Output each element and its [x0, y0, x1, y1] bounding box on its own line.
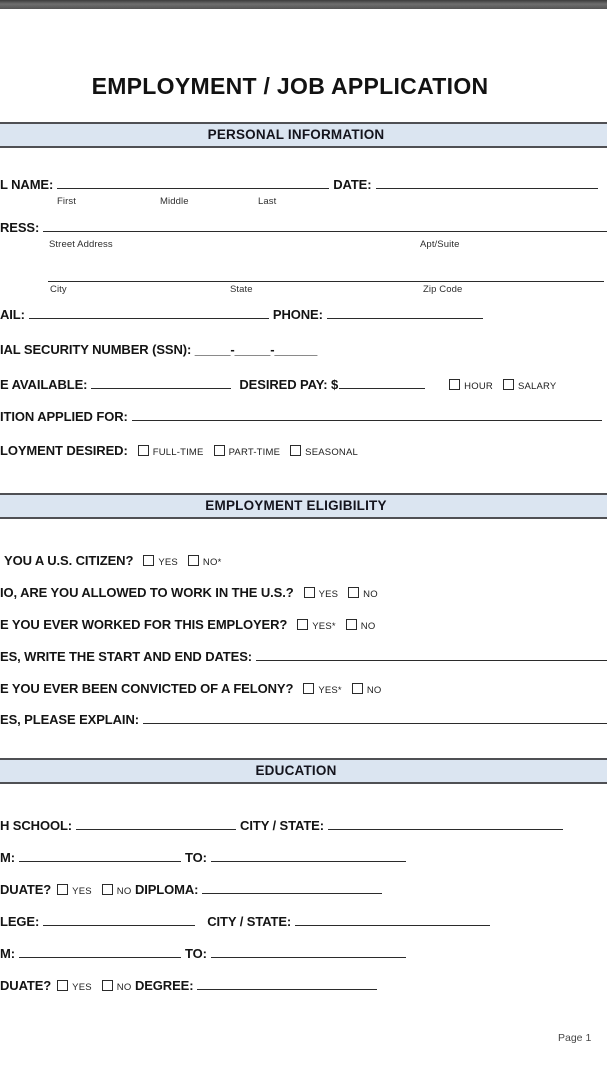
sublabel-last: Last [258, 196, 277, 207]
checkbox-hs-grad-no-label: NO [116, 886, 132, 897]
checkbox-seasonal[interactable] [290, 445, 301, 456]
hs-city-state-label: CITY / STATE: [240, 818, 324, 833]
please-explain-label: ES, PLEASE EXPLAIN: [0, 712, 139, 727]
checkbox-full-time-label: FULL-TIME [152, 447, 204, 458]
position-applied-field-line[interactable] [132, 409, 602, 421]
row-ssn [0, 342, 317, 357]
checkbox-hs-grad-yes[interactable] [57, 884, 68, 895]
allowed-to-work-question: IO, ARE YOU ALLOWED TO WORK IN THE U.S.? [0, 585, 294, 600]
college-to-field-line[interactable] [211, 946, 406, 958]
hs-from-field-line[interactable] [19, 850, 181, 862]
street-address-field-line[interactable] [43, 220, 607, 232]
start-end-dates-label: ES, WRITE THE START AND END DATES: [0, 649, 253, 664]
date-label: DATE: [333, 177, 372, 192]
felony-question: E YOU EVER BEEN CONVICTED OF A FELONY? [0, 681, 294, 696]
checkbox-hs-grad-no[interactable] [102, 884, 113, 895]
row-email-phone [0, 307, 487, 322]
section-header-employment-eligibility: EMPLOYMENT ELIGIBILITY [0, 493, 607, 519]
row-position-applied [0, 409, 606, 424]
checkbox-worked-no[interactable] [346, 619, 357, 630]
email-field-line[interactable] [29, 307, 269, 319]
please-explain-field-line[interactable] [143, 712, 607, 724]
checkbox-allowed-yes[interactable] [304, 587, 315, 598]
employment-desired-label: LOYMENT DESIRED: [0, 443, 128, 458]
full-name-label: L NAME: [0, 177, 54, 192]
ssn-blanks[interactable]: _____-_____-______ [194, 342, 318, 357]
start-end-dates-field-line[interactable] [256, 649, 607, 661]
college-graduate-label: DUATE? [0, 978, 52, 993]
checkbox-hs-grad-yes-label: YES [72, 886, 92, 897]
checkbox-felony-no-label: NO [366, 685, 382, 696]
college-from-field-line[interactable] [19, 946, 181, 958]
checkbox-felony-yes-label: YES* [318, 685, 342, 696]
checkbox-allowed-no[interactable] [348, 587, 359, 598]
checkbox-worked-no-label: NO [360, 621, 376, 632]
college-city-state-label: CITY / STATE: [207, 914, 292, 929]
diploma-label: DIPLOMA: [134, 882, 199, 897]
checkbox-college-grad-no[interactable] [102, 980, 113, 991]
row-college-from-to [0, 946, 410, 961]
sublabel-zip-code: Zip Code [423, 284, 463, 295]
row-high-school [0, 818, 567, 833]
page-number: Page 1 [558, 1032, 592, 1044]
row-college-graduate [0, 978, 381, 993]
hs-from-label: M: [0, 850, 15, 865]
desired-pay-field-line[interactable] [339, 377, 425, 389]
checkbox-felony-yes[interactable] [303, 683, 314, 694]
sublabel-state: State [230, 284, 253, 295]
checkbox-seasonal-label: SEASONAL [305, 447, 358, 458]
hs-graduate-label: DUATE? [0, 882, 52, 897]
date-available-label: E AVAILABLE: [0, 377, 88, 392]
checkbox-citizen-yes[interactable] [143, 555, 154, 566]
checkbox-hour[interactable] [449, 379, 460, 390]
row-college [0, 914, 494, 929]
checkbox-citizen-no[interactable] [188, 555, 199, 566]
high-school-label: H SCHOOL: [0, 818, 73, 833]
checkbox-full-time[interactable] [138, 445, 149, 456]
section-header-education: EDUCATION [0, 758, 607, 784]
row-start-end-dates [0, 649, 607, 664]
position-applied-label: ITION APPLIED FOR: [0, 409, 128, 424]
phone-field-line[interactable] [327, 307, 483, 319]
degree-label: DEGREE: [134, 978, 194, 993]
row-please-explain [0, 712, 607, 727]
row-address [0, 220, 607, 235]
college-to-label: TO: [184, 946, 207, 961]
ssn-label: IAL SECURITY NUMBER (SSN): [0, 342, 192, 357]
college-label: LEGE: [0, 914, 40, 929]
sublabel-first: First [57, 196, 76, 207]
college-from-label: M: [0, 946, 15, 961]
us-citizen-question: YOU A U.S. CITIZEN? [4, 553, 134, 568]
document-title: EMPLOYMENT / JOB APPLICATION [91, 73, 489, 99]
email-label: AIL: [0, 307, 25, 322]
checkbox-part-time[interactable] [214, 445, 225, 456]
checkbox-worked-yes[interactable] [297, 619, 308, 630]
section-header-personal-information: PERSONAL INFORMATION [0, 122, 607, 148]
city-state-zip-field-line[interactable] [48, 270, 604, 282]
row-hs-graduate [0, 882, 386, 897]
college-city-state-field-line[interactable] [295, 914, 490, 926]
desired-pay-label: DESIRED PAY: $ [239, 377, 339, 392]
address-label: RESS: [0, 220, 40, 235]
hs-to-label: TO: [184, 850, 207, 865]
college-field-line[interactable] [43, 914, 195, 926]
checkbox-college-grad-yes-label: YES [72, 982, 92, 993]
row-allowed-to-work [0, 585, 378, 600]
sublabel-middle: Middle [160, 196, 189, 207]
hs-to-field-line[interactable] [211, 850, 406, 862]
sublabel-street-address: Street Address [49, 239, 113, 250]
row-felony [0, 681, 381, 696]
row-worked-for-employer [0, 617, 375, 632]
worked-for-employer-question: E YOU EVER WORKED FOR THIS EMPLOYER? [0, 617, 288, 632]
row-hs-from-to [0, 850, 410, 865]
checkbox-worked-yes-label: YES* [312, 621, 336, 632]
checkbox-college-grad-yes[interactable] [57, 980, 68, 991]
row-employment-desired [0, 443, 358, 458]
window-top-bar [0, 0, 607, 9]
checkbox-allowed-yes-label: YES [318, 589, 339, 600]
diploma-field-line[interactable] [202, 882, 382, 894]
degree-field-line[interactable] [197, 978, 377, 990]
checkbox-allowed-no-label: NO [363, 589, 378, 600]
full-name-field-line[interactable] [57, 177, 329, 189]
phone-label: PHONE: [272, 307, 323, 322]
checkbox-citizen-yes-label: YES [158, 557, 178, 568]
checkbox-college-grad-no-label: NO [116, 982, 132, 993]
row-us-citizen [4, 553, 221, 568]
checkbox-felony-no[interactable] [352, 683, 363, 694]
date-field-line[interactable] [376, 177, 598, 189]
sublabel-apt-suite: Apt/Suite [420, 239, 460, 250]
sublabel-city: City [50, 284, 67, 295]
checkbox-salary-label: SALARY [517, 381, 557, 392]
high-school-field-line[interactable] [76, 818, 236, 830]
row-name-date [0, 177, 602, 192]
date-available-field-line[interactable] [91, 377, 231, 389]
checkbox-salary[interactable] [503, 379, 514, 390]
checkbox-hour-label: HOUR [464, 381, 493, 392]
checkbox-citizen-no-label: NO* [202, 557, 222, 568]
row-city-state-zip [48, 270, 604, 285]
row-available-pay [0, 377, 556, 392]
checkbox-part-time-label: PART-TIME [228, 447, 281, 458]
hs-city-state-field-line[interactable] [328, 818, 563, 830]
